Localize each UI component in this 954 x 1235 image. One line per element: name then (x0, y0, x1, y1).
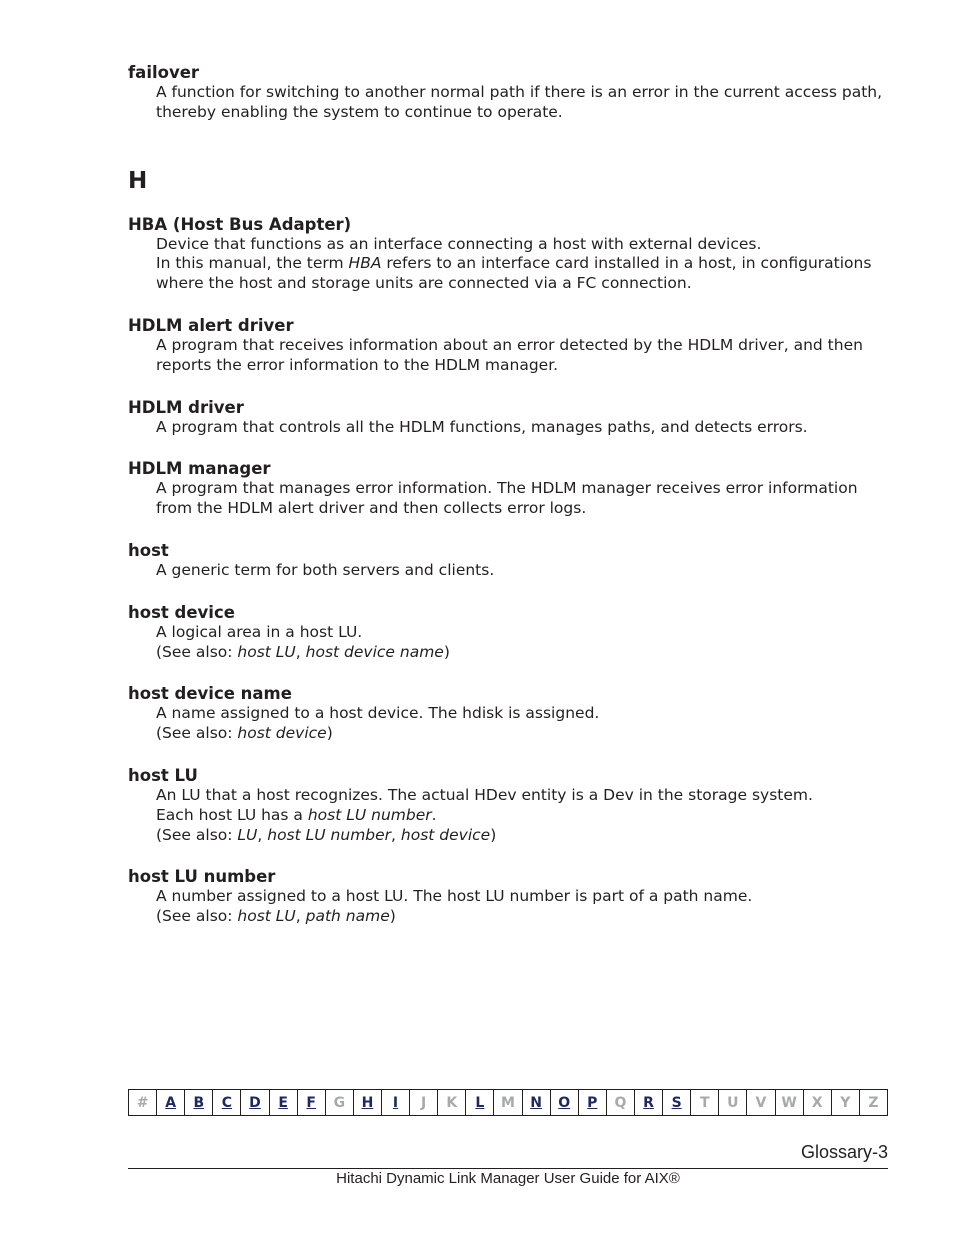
text-span: , (295, 642, 306, 661)
glossary-term: host LU (128, 765, 198, 785)
definition-text: A program that manages error information. The HDLM manager receives error information from the HDLM alert driver and then collects error logs. (156, 479, 858, 518)
alpha-nav-l-link[interactable]: L (466, 1090, 494, 1115)
alpha-nav-d-link[interactable]: D (241, 1090, 269, 1115)
alpha-nav-r-link[interactable]: R (635, 1090, 663, 1115)
alpha-nav-m: M (494, 1090, 522, 1115)
see-also-link: LU (237, 825, 258, 844)
definition-text (156, 806, 888, 826)
definition-text: A program that controls all the HDLM functions, manages paths, and detects errors. (156, 417, 808, 436)
see-also (156, 643, 888, 663)
alpha-nav-j: J (410, 1090, 438, 1115)
alpha-nav-u: U (719, 1090, 747, 1115)
glossary-entry-hdlm-manager (128, 459, 888, 519)
definition-text: An LU that a host recognizes. The actual HDev entity is a Dev in the storage system. (156, 785, 813, 804)
alpha-nav-t: T (691, 1090, 719, 1115)
text-span: (See also: (156, 642, 238, 661)
alpha-nav-w: W (776, 1090, 804, 1115)
text-span: In this manual, the term (156, 254, 349, 273)
definition-text: A number assigned to a host LU. The host LU number is part of a path name. (156, 887, 753, 906)
glossary-term: host LU number (128, 867, 276, 887)
see-also-link: host LU (237, 642, 296, 661)
alpha-nav-k: K (438, 1090, 466, 1115)
see-also-link: host device (400, 825, 491, 844)
alpha-nav-b-link[interactable]: B (185, 1090, 213, 1115)
glossary-entry-host-device-name (128, 684, 888, 744)
glossary-definition (156, 479, 888, 519)
alpha-nav-f-link[interactable]: F (298, 1090, 326, 1115)
glossary-entry-host-lu-number (128, 867, 888, 927)
glossary-term: HDLM driver (128, 397, 244, 417)
definition-text: A name assigned to a host device. The hdisk is assigned. (156, 704, 600, 723)
see-also-link: path name (305, 907, 390, 926)
glossary-entry-hdlm-alert-driver (128, 316, 888, 376)
alpha-nav-h-link[interactable]: H (354, 1090, 382, 1115)
see-also-link: host LU number (267, 825, 392, 844)
alpha-nav-z: Z (868, 1094, 879, 1111)
text-span: refers to an interface card installed in a host, in configurations where the host and storage units are connected via a FC connection. (156, 254, 872, 293)
alpha-nav-g: G (326, 1090, 354, 1115)
glossary-entry-failover (128, 63, 888, 123)
text-span: Each host LU has a (156, 805, 308, 824)
footer-document-title: Hitachi Dynamic Link Manager User Guide for AIX® (336, 1170, 680, 1187)
text-span: (See also: (156, 825, 238, 844)
glossary-term: host (128, 540, 169, 560)
italic-term: host LU number (307, 805, 432, 824)
alpha-nav-p-link[interactable]: P (579, 1090, 607, 1115)
alpha-nav-q: Q (607, 1090, 635, 1115)
see-also-link: host device name (305, 642, 444, 661)
alpha-nav-c-link[interactable]: C (213, 1090, 241, 1115)
glossary-entry-hdlm-driver (128, 398, 888, 438)
glossary-term: host device name (128, 684, 292, 704)
alpha-nav-n-link[interactable]: N (523, 1090, 551, 1115)
see-also (156, 826, 888, 846)
glossary-term: HBA (Host Bus Adapter) (128, 214, 352, 234)
alpha-nav-e-link[interactable]: E (270, 1090, 298, 1115)
glossary-definition (156, 704, 888, 744)
glossary-definition (156, 887, 888, 927)
text-span: ) (443, 642, 450, 661)
text-span: , (391, 825, 401, 844)
text-span: (See also: (156, 907, 238, 926)
glossary-term: failover (128, 63, 200, 82)
text-span: ) (389, 907, 396, 926)
see-also (156, 907, 888, 927)
glossary-definition (156, 336, 888, 376)
alpha-nav-a-link[interactable]: A (157, 1090, 185, 1115)
see-also-link: host device (237, 724, 327, 743)
footer-divider (128, 1168, 888, 1169)
text-span: . (431, 805, 437, 824)
definition-text: A function for switching to another normal path if there is an error in the current access path, thereby enabling the system to continue to operate. (156, 83, 883, 121)
glossary-content (128, 63, 888, 927)
definition-text: A program that receives information about an error detected by the HDLM driver, and then reports the error information to the HDLM manager. (156, 335, 863, 374)
alphabet-navigation (128, 1089, 888, 1116)
definition-text: A generic term for both servers and clients. (156, 560, 495, 579)
section-letter-heading: H (128, 167, 148, 194)
see-also (156, 724, 888, 744)
alpha-nav-x: X (804, 1090, 832, 1115)
text-span: ) (326, 724, 333, 743)
glossary-term: host device (128, 602, 235, 622)
text-span: ) (490, 825, 497, 844)
page-number: Glossary-3 (800, 1142, 888, 1162)
alpha-nav-y: Y (832, 1090, 860, 1115)
alpha-nav-o-link[interactable]: O (551, 1090, 579, 1115)
alpha-nav-s-link[interactable]: S (663, 1090, 691, 1115)
alpha-nav-i-link[interactable]: I (382, 1090, 410, 1115)
text-span: , (295, 907, 306, 926)
glossary-entry-hba (128, 215, 888, 294)
text-span: (See also: (156, 724, 238, 743)
alpha-nav-hash: # (129, 1090, 157, 1115)
glossary-definition (156, 561, 888, 581)
glossary-definition (156, 235, 888, 294)
definition-text: A logical area in a host LU. (156, 622, 363, 641)
glossary-definition (156, 418, 888, 438)
glossary-entry-host-device (128, 603, 888, 663)
definition-text: Device that functions as an interface connecting a host with external devices. (156, 234, 762, 253)
glossary-term: HDLM alert driver (128, 315, 294, 335)
alpha-nav-v: V (747, 1090, 775, 1115)
see-also-link: host LU (237, 907, 296, 926)
italic-term: HBA (348, 254, 382, 273)
glossary-entry-host-lu (128, 766, 888, 845)
glossary-entry-host (128, 541, 888, 581)
glossary-definition (156, 83, 888, 123)
text-span: , (257, 825, 268, 844)
glossary-definition (156, 786, 888, 845)
glossary-definition (156, 623, 888, 663)
definition-text (156, 254, 888, 294)
glossary-term: HDLM manager (128, 459, 271, 479)
